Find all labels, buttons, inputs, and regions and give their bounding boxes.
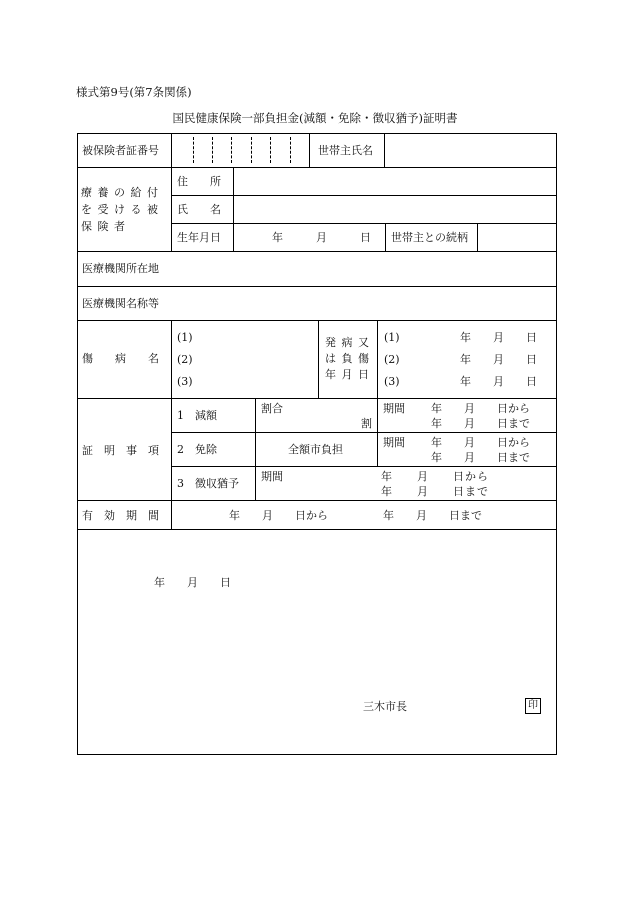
relation-label: 世帯主との続柄	[391, 231, 468, 244]
onset-item-date: 年 月 日	[460, 331, 537, 344]
ratio-unit: 割	[361, 417, 372, 430]
deferral-label: 3 徴収猶予	[177, 477, 239, 490]
form-number: 様式第9号(第7条関係)	[76, 85, 192, 99]
onset-label-line1: 発 病 又	[325, 336, 370, 349]
recipient-label-line3: 保 険 者	[81, 220, 126, 233]
reduction-label: 1 減額	[177, 409, 217, 422]
period-to: 年 月 日まで	[431, 451, 530, 464]
period-to: 年 月 日まで	[431, 417, 530, 430]
ratio-label: 割合	[261, 402, 283, 415]
mayor-label: 三木市長	[363, 700, 407, 713]
onset-item-date: 年 月 日	[460, 375, 537, 388]
onset-item-num: (2)	[384, 353, 400, 366]
recipient-label-line1: 療 養 の 給 付	[81, 186, 159, 199]
onset-item-date: 年 月 日	[460, 353, 537, 366]
onset-item-num: (3)	[384, 375, 400, 388]
period-label: 期間	[261, 470, 283, 483]
disease-item: (2)	[177, 353, 193, 366]
period-from: 年 月 日から	[431, 436, 530, 449]
period-from: 年 月 日から	[431, 402, 530, 415]
period-from: 年 月 日から	[381, 470, 489, 483]
exemption-label: 2 免除	[177, 443, 217, 456]
birthdate-value: 年 月 日	[272, 231, 371, 244]
name-label: 氏 名	[177, 203, 221, 216]
recipient-label-line2: を 受 け る 被	[81, 203, 159, 216]
validity-value: 年 月 日から 年 月 日まで	[229, 509, 482, 522]
address-label: 住 所	[177, 175, 221, 188]
disease-item: (3)	[177, 375, 193, 388]
facility-name-label: 医療機関名称等	[82, 297, 159, 310]
certificate-label: 証 明 事 項	[82, 444, 159, 457]
disease-label: 傷 病 名	[82, 352, 159, 365]
period-to: 年 月 日まで	[381, 485, 489, 498]
full-burden-label: 全額市負担	[288, 443, 343, 456]
onset-label-line2: は 負 傷	[325, 352, 370, 365]
householder-name-label: 世帯主氏名	[318, 144, 373, 157]
insured-id-label: 被保険者証番号	[82, 144, 159, 157]
disease-item: (1)	[177, 331, 193, 344]
birthdate-label: 生年月日	[177, 231, 221, 244]
issue-date: 年 月 日	[154, 576, 231, 589]
seal-mark: 印	[525, 698, 541, 714]
validity-label: 有 効 期 間	[82, 509, 159, 522]
onset-label-line3: 年 月 日	[325, 368, 370, 381]
period-label: 期間	[383, 402, 405, 415]
period-label: 期間	[383, 436, 405, 449]
document-title: 国民健康保険一部負担金(減額・免除・徴収猶予)証明書	[172, 111, 458, 125]
facility-location-label: 医療機関所在地	[82, 262, 159, 275]
onset-item-num: (1)	[384, 331, 400, 344]
